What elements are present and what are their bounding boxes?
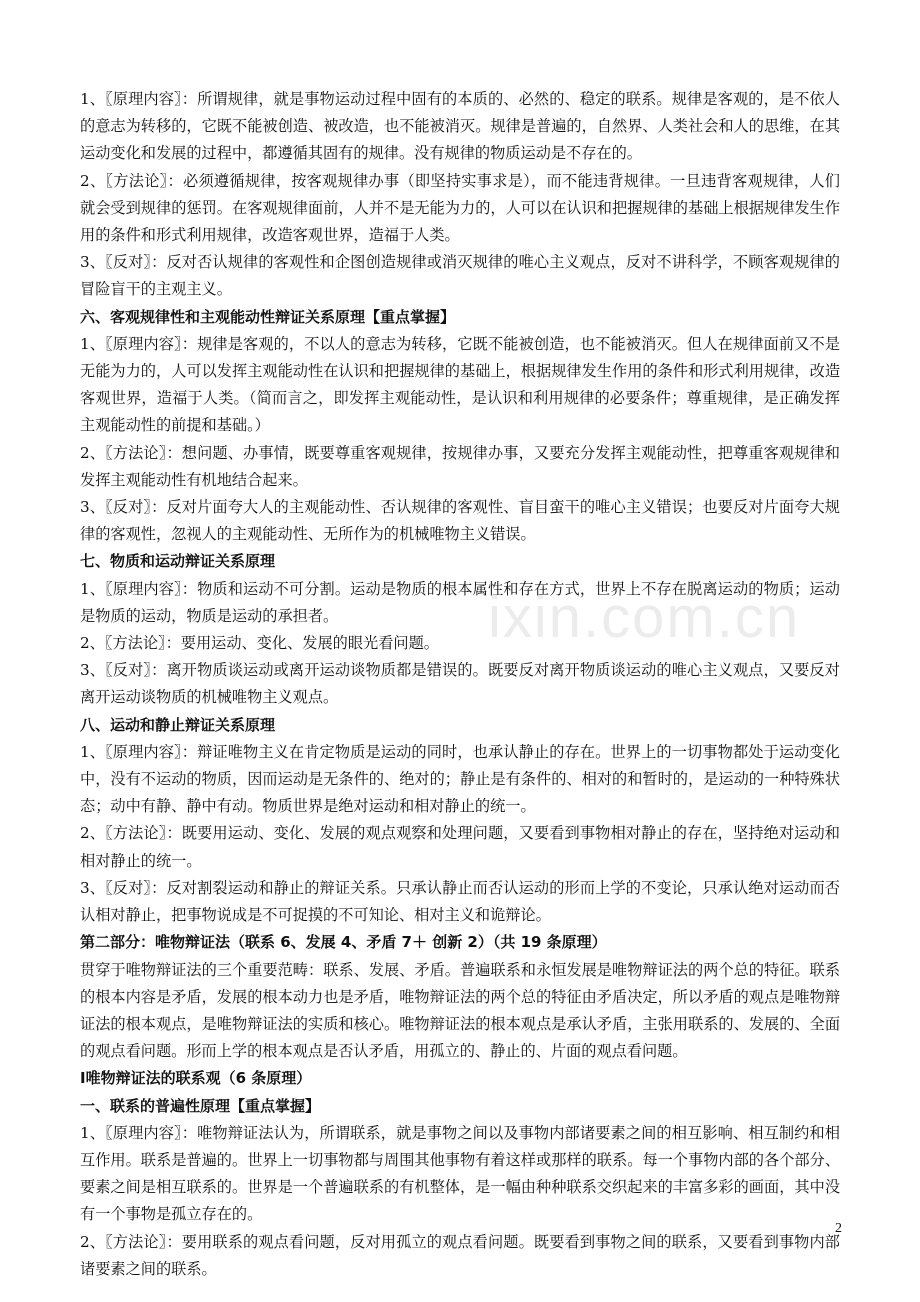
- paragraph: 2、〖方法论〗：必须遵循规律，按客观规律办事（即坚持实事求是），而不能违背规律。一旦违背客观规律，人们就会受到规律的惩罚。在客观规律面前，人并不是无能为力的，人可以在认识和把握规律的基础上根据规律发生作用的条件和形式利用规律，改造客观世界，造福于人类。: [80, 171, 840, 245]
- section-heading: 六、客观规律性和主观能动性辩证关系原理【重点掌握】: [80, 307, 456, 326]
- part-heading: 第二部分：唯物辩证法（联系 6、发展 4、矛盾 7＋ 创新 2）（共 19 条原理）: [80, 933, 607, 952]
- section-heading: 七、物质和运动辩证关系原理: [80, 552, 276, 571]
- paragraph: 3、〖反对〗：反对片面夸大人的主观能动性、否认规律的客观性、盲目蛮干的唯心主义错误；也要反对片面夸大规律的客观性，忽视人的主观能动性、无所作为的机械唯物主义错误。: [80, 498, 840, 544]
- page-number: 2: [835, 1221, 842, 1236]
- paragraph: 2、〖方法论〗：要用联系的观点看问题，反对用孤立的观点看问题。既要看到事物之间的联系，又要看到事物内部诸要素之间的联系。: [80, 1232, 840, 1278]
- chapter-heading: Ⅰ唯物辩证法的联系观（6 条原理）: [80, 1069, 312, 1088]
- section-heading: 一、联系的普遍性原理【重点掌握】: [80, 1096, 321, 1115]
- section-heading: 八、运动和静止辩证关系原理: [80, 715, 276, 734]
- watermark: ixin.com.cn: [488, 585, 801, 650]
- paragraph: 贯穿于唯物辩证法的三个重要范畴：联系、发展、矛盾。普遍联系和永恒发展是唯物辩证法的两个总的特征。联系的根本内容是矛盾，发展的根本动力也是矛盾，唯物辩证法的两个总的特征由矛盾决定，所以矛盾的观点是唯物辩证法的根本观点，是唯物辩证法的实质和核心。唯物辩证法的根本观点是承认矛盾，主张用联系的、发展的、全面的观点看问题。形而上学的根本观点是否认矛盾，用孤立的、静止的、片面的观点看问题。: [80, 960, 840, 1061]
- paragraph: 1、〖原理内容〗：辩证唯物主义在肯定物质是运动的同时，也承认静止的存在。世界上的一切事物都处于运动变化中，没有不运动的物质，因而运动是无条件的、绝对的；静止是有条件的、相对的和暂时的，是运动的一种特殊状态；动中有静、静中有动。物质世界是绝对运动和相对静止的统一。: [80, 742, 840, 816]
- paragraph: 2、〖方法论〗：要用运动、变化、发展的眼光看问题。: [80, 634, 439, 653]
- paragraph: 2、〖方法论〗：既要用运动、变化、发展的观点观察和处理问题，又要看到事物相对静止的存在，坚持绝对运动和相对静止的统一。: [80, 824, 840, 870]
- paragraph: 3、〖反对〗：反对割裂运动和静止的辩证关系。只承认静止而否认运动的形而上学的不变论，只承认绝对运动而否认相对静止，把事物说成是不可捉摸的不可知论、相对主义和诡辩论。: [80, 878, 840, 925]
- paragraph: 3、〖反对〗：离开物质谈运动或离开运动谈物质都是错误的。既要反对离开物质谈运动的唯心主义观点，又要反对离开运动谈物质的机械唯物主义观点。: [80, 661, 840, 707]
- text-body: [80, 86, 840, 1283]
- paragraph: 3、〖反对〗：反对否认规律的客观性和企图创造规律或消灭规律的唯心主义观点，反对不讲科学，不顾客观规律的冒险盲干的主观主义。: [80, 253, 840, 299]
- paragraph: 1、〖原理内容〗：所谓规律，就是事物运动过程中固有的本质的、必然的、稳定的联系。规律是客观的，是不依人的意志为转移的，它既不能被创造、被改造，也不能被消灭。规律是普遍的，自然界、人类社会和人的思维，在其运动变化和发展的过程中，都遵循其固有的规律。没有规律的物质运动是不存在的。: [80, 90, 840, 163]
- paragraph: 2、〖方法论〗：想问题、办事情，既要尊重客观规律，按规律办事，又要充分发挥主观能动性，把尊重客观规律和发挥主观能动性有机地结合起来。: [80, 443, 840, 489]
- paragraph: 1、〖原理内容〗：规律是客观的，不以人的意志为转移，它既不能被创造，也不能被消灭。但人在规律面前又不是无能为力的，人可以发挥主观能动性在认识和把握规律的基础上，根据规律发生作用的条件和形式利用规律，改造客观世界，造福于人类。（简而言之，即发挥主观能动性，是认识和利用规律的必要条件；尊重规律，是正确发挥主观能动性的前提和基础。）: [80, 334, 840, 435]
- paragraph: 1、〖原理内容〗：唯物辩证法认为，所谓联系，就是事物之间以及事物内部诸要素之间的相互影响、相互制约和相互作用。联系是普遍的。世界上一切事物都与周围其他事物有着这样或那样的联系。每一个事物内部的各个部分、要素之间是相互联系的。世界是一个普遍联系的有机整体，是一幅由种种联系交织起来的丰富多彩的画面，其中没有一个事物是孤立存在的。: [80, 1123, 840, 1224]
- paragraph: 1、〖原理内容〗：物质和运动不可分割。运动是物质的根本属性和存在方式，世界上不存在脱离运动的物质；运动是物质的运动，物质是运动的承担者。: [80, 579, 840, 625]
